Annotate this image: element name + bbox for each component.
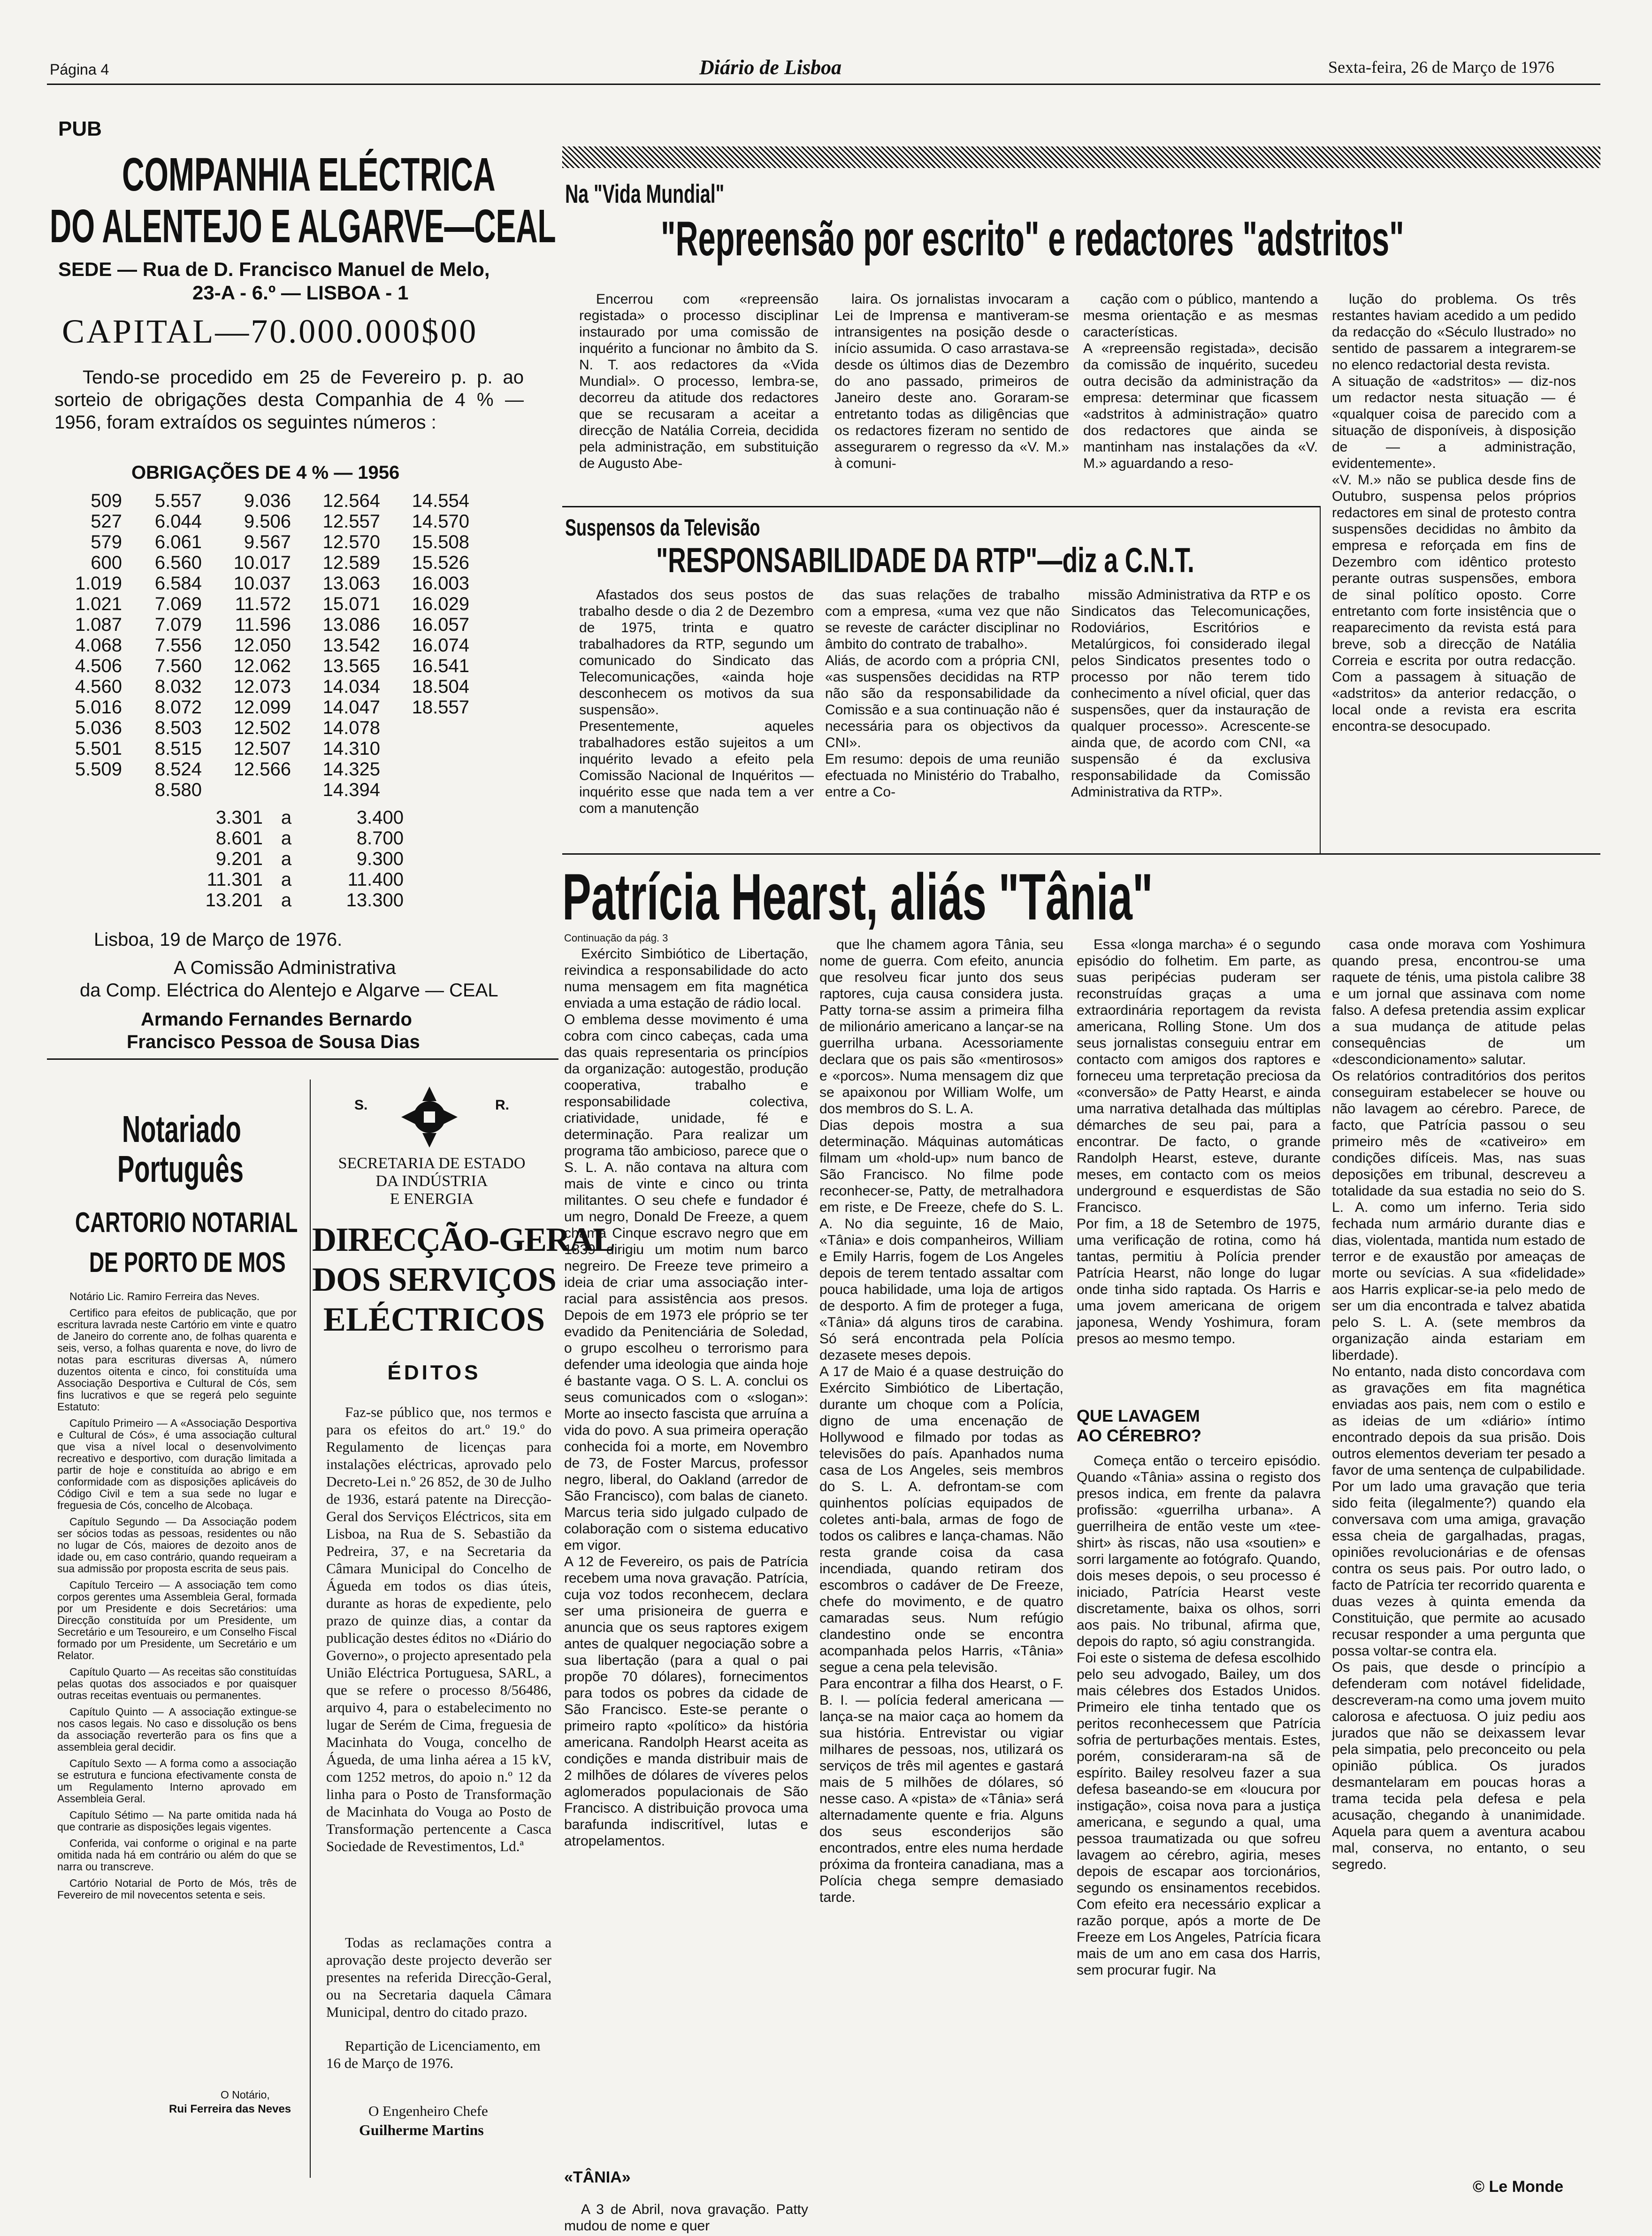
editos-body: Faz-se público que, nos termos e para os efeitos do art.º 19.º do Regulamento de licenças para instalações eléctricas, aprovado pelo Decreto-Lei n.º 26 852, de 30 de Julho de 1936, estará patente na Direcção-Geral dos Serviços Eléctricos, sita em Lisboa, na Rua de S. Sebastião da Pedreira, 37, e na Secretaria da Câmara Municipal do Concelho de Águeda em todos os dias úteis, durante as horas de expediente, pelo prazo de quinze dias, a contar da publicação destes éditos no «Diário do Governo», o projecto apresentado pela União Eléctrica Portuguesa, SARL, a que se refere o processo 8/56486, arquivo 4, para o estabelecimento no lugar de Serém de Cima, freguesia de Macinhata do Vouga, concelho de Águeda, de uma linha aérea a 15 kV, com 1252 metros, do apoio n.º 12 da linha para o Posto de Transformação de Macinhata do Vouga ao Posto de Transformação pertencente a Casca Sociedade de Revestimentos, Ld.ª — [326, 1404, 551, 1854]
bond-number: 4.506 — [75, 656, 122, 676]
bond-number: 15.508 — [412, 532, 469, 552]
notariado-paragraph: Capítulo Sexto — A forma como a associação se estrutura e funciona efectivamente consta de um Regulamento Interno aprovado em Assembleia Geral. — [57, 1757, 297, 1805]
secretaria-2: DA INDÚSTRIA — [375, 1172, 488, 1190]
vida-headline: "Repreensão por escrito" e redactores "adstritos" — [661, 212, 1404, 266]
vida-col-2: laira. Os jornalistas invocaram a Lei de Imprensa e mantiveram-se intransigentes na posição desde o início assumida. O caso arrastava-se desde os últimos dias de Dezembro do ano passado, primeiros de Janeiro deste ano. Goraram-se entretanto todas as diligências que os redactores fizeram no sentido de assegurarem o regresso da «V. M.» à comuni- — [834, 291, 1069, 471]
bond-number — [380, 759, 469, 780]
bond-number: 8.072 — [154, 697, 202, 718]
dg-title-1: DIRECÇÃO-GERAL — [312, 1221, 615, 1258]
notariado-paragraph: Cartório Notarial de Porto de Mós, três de Fevereiro de mil novecentos setenta e seis. — [57, 1877, 297, 1901]
bond-number: 527 — [91, 511, 122, 532]
hearst-headline: Patrícia Hearst, aliás "Tânia" — [562, 860, 1153, 934]
vida-col-4: lução do problema. Os três restantes haviam acedido a um pedido da redacção do «Século Ilustrado» no sentido de passarem a integrarem-se no elenco redactorial desta revista. A situação de «adstritos» — diz-nos um redactor nesta situação — é «qualquer coisa de parecido com a situação de disponíveis, à disposição de — a administração, evidentemente». «V. M.» não se publica desde fins de Outubro, suspensa pelos próprios redactores em sinal de protesto contra suspensões decididas no âmbito da empresa e reforçada em fins de Dezembro com idêntico protesto perante outras suspensões, embora de sinal político oposto. Corre entretanto com forte insistência que o reaparecimento da revista está para breve, sob a direcção de Natália Correia e escrita por outra redacção. Com a passagem à situação de «adstritos» da anterior redacção, o local onde a revista era escrita encontra-se desocupado. — [1332, 291, 1576, 734]
seel-s: S. — [354, 1097, 368, 1113]
bond-range-value: a — [281, 828, 292, 849]
cartorio-title-2: DE PORTO DE MOS — [89, 1247, 286, 1278]
pub-label: PUB — [58, 117, 102, 140]
continued-note: Continuação da pág. 3 — [564, 932, 668, 944]
bond-number: 6.044 — [154, 511, 202, 532]
bond-range-value: a — [281, 849, 292, 869]
rtp-col-3: missão Administrativa da RTP e os Sindicatos das Telecomunicações, Rodoviários, Escritórios e Metalúrgicos, foi considerado ilegal pelos Sindicatos presentes todo o processo por não terem tido conhecimento a nível oficial, quer das suspensões, quer da instauração de qualquer processo». Acrescente-se ainda que, de acordo com CNI, «a suspensão é da exclusiva responsabilidade da Comissão Administrativa da RTP». — [1071, 587, 1310, 800]
notario-name: Rui Ferreira das Neves — [169, 2103, 291, 2115]
notariado-paragraph: Capítulo Quarto — As receitas são constituídas pelas quotas dos associados e por quaisquer outras receitas eventuais ou permanentes. — [57, 1666, 297, 1701]
bond-number: 14.394 — [322, 780, 380, 800]
bond-range-row — [178, 869, 460, 890]
vida-rule-bottom — [562, 506, 1320, 507]
bond-number: 600 — [91, 552, 122, 573]
bond-number: 10.017 — [233, 552, 291, 573]
rtp-rule-bottom — [562, 853, 1600, 855]
bond-number: 18.557 — [412, 697, 469, 718]
bond-row — [61, 697, 530, 718]
bond-number: 5.016 — [75, 697, 122, 718]
bond-row — [61, 532, 530, 552]
notariado-paragraph: Capítulo Terceiro — A associação tem como corpos gerentes uma Assembleia Geral, formada por um Presidente e dois Secretários: uma Direcção constituída por um Presidente, um Secretário e um Tesoureiro, e um Conselho Fiscal formado por um Presidente, um Secretário e um Relator. — [57, 1579, 297, 1662]
bond-number: 13.063 — [322, 573, 380, 594]
bond-number: 14.034 — [322, 676, 380, 697]
bond-number: 14.078 — [322, 718, 380, 738]
ceal-intro: Tendo-se procedido em 25 de Fevereiro p. p. ao sorteio de obrigações desta Companhia de 4 % — 1956, foram extraídos os seguintes números : — [54, 367, 524, 433]
bond-number: 7.069 — [154, 594, 202, 614]
ceal-signatory-1: Armando Fernandes Bernardo — [141, 1009, 412, 1030]
bond-number: 12.507 — [233, 738, 291, 759]
notariado-paragraph: Capítulo Quinto — A associação extingue-se nos casos legais. No caso e dissolução os bens da associação reverterão para os fins que a assembleia geral decidir. — [57, 1706, 297, 1753]
bond-row — [61, 511, 530, 532]
secretaria-1: SECRETARIA DE ESTADO — [338, 1155, 526, 1172]
bond-number: 14.047 — [322, 697, 380, 718]
bond-range-value: 3.301 — [215, 807, 263, 828]
rtp-headline: "RESPONSABILIDADE DA RTP"—diz a C.N.T. — [656, 541, 1194, 580]
bond-number: 16.541 — [412, 656, 469, 676]
bond-row — [61, 738, 530, 759]
hearst-col-2: que lhe chamem agora Tânia, seu nome de guerra. Com efeito, anuncia que resolveu ficar junto dos seus raptores, cuja causa considera justa. Patty torna-se assim a primeira filha de milionário americano a lançar-se na guerrilha urbana. Acessoriamente declara que os pais são «mentirosos» e «porcos». Numa mensagem diz que se apaixonou por William Wolfe, um dos membros do S. L. A. Dias depois mostra a sua determinação. Máquinas automáticas filmam um «hold-up» num banco de São Francisco. No filme pode reconhecer-se, Patty, de metralhadora em riste, e De Freeze, chefe do S. L. A. No dia seguinte, 16 de Maio, «Tânia» e dois companheiros, William e Emily Harris, fogem de Los Angeles depois de terem tentado assaltar com pouca habilidade, uma loja de artigos de desporto. A fim de proteger a fuga, «Tânia» dá alguns tiros de carabina. Só será encontrada pela Polícia dezasete meses depois. A 17 de Maio é a quase destruição do Exército Simbiótico de Libertação, durante um choque com a Polícia, digno de uma encenação de Hollywood e filmado por todas as televisões do país. Apanhados numa casa de Los Angeles, seis membros do S. L. A. defrontam-se com quinhentos polícias equipados de coletes anti-bala, armas de fogo de todos os calibres e lança-chamas. Não resta grande coisa da casa incendiada, quando retiram dos escombros o cadáver de De Freeze, chefe do movimento, e de quatro camaradas seus. Num refúgio clandestino onde se encontra acompanhada pelos Harris, «Tânia» segue a cena pela televisão. Para encontrar a filha dos Hearst, o F. B. I. — polícia federal americana — lança-se na maior caça ao homem da sua história. Entrevistar ou vigiar milhares de pessoas, nos, utilizará os serviços de três mil agentes e gastará mais de 5 milhões de dólares, só nesse caso. A «pista» de «Tânia» será alternadamente quente e fria. Alguns dos seus esconderijos são encontrados, entre eles numa herdade próxima da fronteira canadiana, mas a Polícia chega sempre demasiado tarde. — [819, 937, 1063, 1905]
bond-row — [61, 635, 530, 656]
notariado-title-1: Notariado — [122, 1108, 241, 1150]
notariado-text — [57, 1291, 297, 1906]
bond-number: 16.029 — [412, 594, 469, 614]
notariado-paragraph: Notário Lic. Ramiro Ferreira das Neves. — [69, 1290, 260, 1302]
bond-number: 12.050 — [233, 635, 291, 656]
dg-title-3: ELÉCTRICOS — [323, 1301, 545, 1338]
bond-number: 7.556 — [154, 635, 202, 656]
notariado-paragraph: Capítulo Sétimo — Na parte omitida nada há que contrarie as disposições legais vigentes. — [57, 1809, 297, 1833]
bond-number: 6.584 — [154, 573, 202, 594]
bond-number: 16.057 — [412, 614, 469, 635]
bond-number: 6.061 — [154, 532, 202, 552]
bond-row — [61, 676, 530, 697]
subhead-lavagem-2: AO CÉREBRO? — [1077, 1426, 1202, 1445]
bond-number: 6.560 — [154, 552, 202, 573]
bond-number: 15.526 — [412, 552, 469, 573]
bond-number: 13.542 — [322, 635, 380, 656]
bond-number: 8.580 — [154, 780, 202, 800]
bond-range-value: 3.400 — [356, 807, 404, 828]
bond-number — [202, 780, 291, 800]
vida-col-1: Encerrou com «repreensão registada» o processo disciplinar instaurado por uma comissão de inquérito a funcionar no âmbito da S. N. T. aos redactores da «Vida Mundial». O processo, lembra-se, decorreu da atitude dos redactores que se recusaram a aceitar a direcção de Natália Correia, decidida pela administração, em substituição de Augusto Abe- — [579, 291, 818, 471]
bond-row — [61, 490, 530, 511]
bond-range-value: 9.201 — [215, 849, 263, 869]
notariado-title-2: Português — [117, 1148, 244, 1190]
seel-r: R. — [495, 1097, 509, 1113]
seel-editos — [312, 1080, 615, 2173]
bond-number: 5.509 — [75, 759, 122, 780]
le-monde-credit: © Le Monde — [1473, 2178, 1564, 2196]
notariado-notice — [47, 1065, 310, 2136]
bond-row — [61, 656, 530, 676]
bond-number: 5.501 — [75, 738, 122, 759]
bond-number: 1.019 — [75, 573, 122, 594]
bond-range-value: 13.201 — [205, 890, 263, 911]
bond-row — [61, 552, 530, 573]
bond-range-row — [178, 849, 460, 869]
bond-number: 5.557 — [154, 490, 202, 511]
coat-of-arms-icon — [397, 1084, 462, 1150]
bond-number: 13.565 — [322, 656, 380, 676]
bond-number: 16.003 — [412, 573, 469, 594]
bond-row — [61, 759, 530, 780]
bond-number: 14.310 — [322, 738, 380, 759]
subhead-lavagem-1: QUE LAVAGEM — [1077, 1406, 1200, 1425]
bond-number: 15.071 — [322, 594, 380, 614]
bond-range-value: a — [281, 807, 292, 828]
dg-title-2: DOS SERVIÇOS — [312, 1261, 556, 1298]
page-header — [0, 0, 1652, 89]
capital: CAPITAL—70.000.000$00 — [62, 313, 478, 350]
notario-role: O Notário, — [221, 2089, 270, 2101]
notariado-paragraph: Capítulo Primeiro — A «Associação Desportiva e Cultural de Cós», é uma associação cultural que visa a nível local o desenvolvimento recreativo e desportivo, com duração limitada a partir de hoje e constituída ao abrigo e em conformidade com as disposições aplicáveis do Código Civil e tem a sua sede no lugar e freguesia de Cós, concelho de Alcobaça. — [57, 1417, 297, 1511]
bond-number: 4.560 — [75, 676, 122, 697]
ceal-commission-1: A Comissão Administrativa — [174, 957, 396, 978]
rtp-col-2: das suas relações de trabalho com a empresa, «uma vez que não se reveste de carácter disciplinar no âmbito do contrato de trabalho». Aliás, de acordo com a própria CNI, «as suspensões decididas na RTP não são da responsabilidade da Comissão e a sua continuação não é necessária para os objectivos da CNI». Em resumo: depois de uma reunião efectuada no Ministério do Trabalho, entre a Co- — [825, 587, 1060, 800]
bond-row — [61, 780, 530, 800]
bond-number: 8.503 — [154, 718, 202, 738]
rtp-col-1: Afastados dos seus postos de trabalho desde o dia 2 de Dezembro de 1975, trinta e quatro trabalhadores da RTP, segundo um comunicado do Sindicato das Telecomunicações, «ainda hoje desconhecem os motivos da sua suspensão». Presentemente, aqueles trabalhadores estão sujeitos a um inquérito levado a efeito pela Comissão Nacional de Inquéritos — inquérito esse que nada tem a ver com a manutenção — [579, 587, 814, 816]
ceal-signatory-2: Francisco Pessoa de Sousa Dias — [127, 1032, 420, 1052]
rtp-kicker: Suspensos da Televisão — [565, 514, 760, 541]
bond-number: 10.037 — [233, 573, 291, 594]
bond-number: 4.068 — [75, 635, 122, 656]
vida-kicker: Na "Vida Mundial" — [565, 179, 725, 208]
bond-number — [380, 718, 469, 738]
bond-number: 13.086 — [322, 614, 380, 635]
ceal-ad-rule — [47, 1058, 558, 1060]
bond-range-row — [178, 828, 460, 849]
bond-number: 12.570 — [322, 532, 380, 552]
bond-number: 16.074 — [412, 635, 469, 656]
bond-number: 14.554 — [412, 490, 469, 511]
company-title-2: DO ALENTEJO E ALGARVE—CEAL — [50, 200, 556, 253]
bonds-table — [61, 490, 530, 800]
bond-number: 7.560 — [154, 656, 202, 676]
bond-number: 9.567 — [244, 532, 291, 552]
bond-number: 12.564 — [322, 490, 380, 511]
bond-range-value: a — [281, 869, 292, 890]
bond-range-row — [178, 890, 460, 911]
vida-col-3: cação com o público, mantendo a mesma orientação e as mesmas características. A «repreensão registada», decisão da comissão de inquérito, sucedeu outra decisão da administração da empresa: determinar que ficassem «adstritos à administração» quatro dos redactores que ainda se mantinham nas instalações da «V. M.» aguardando a reso- — [1083, 291, 1318, 471]
ceal-ad — [47, 117, 556, 1070]
bond-range-value: 8.700 — [356, 828, 404, 849]
bond-number: 579 — [91, 532, 122, 552]
bond-number: 18.504 — [412, 676, 469, 697]
hearst-article — [562, 859, 1600, 2234]
page-date: Sexta-feira, 26 de Março de 1976 — [1328, 58, 1554, 77]
bond-number: 12.557 — [322, 511, 380, 532]
sede-line-2: 23-A - 6.º — LISBOA - 1 — [192, 282, 409, 304]
company-title-1: COMPANHIA ELÉCTRICA — [122, 148, 496, 201]
bond-range-value: 11.301 — [206, 869, 263, 890]
bond-number: 7.079 — [154, 614, 202, 635]
hearst-col-4: casa onde morava com Yoshimura quando presa, encontrou-se uma raquete de ténis, uma pistola calibre 38 e um jornal que assinava com nome falso. A defesa pretendia assim explicar a sua mudança de atitude pelas consequências de um «descondicionamento» salutar. Os relatórios contraditórios dos peritos conseguiram estabelecer se houve ou não lavagem ao cérebro. Parece, de facto, que Patrícia passou o seu primeiro mês de «cativeiro» em condições difíceis. Mas, nas suas deposições em tribunal, descreveu a totalidade da sua estadia no seio do S. L. A. como um inferno. Teria sido fechada num armário durante dias e dias, violentada, mantida num estado de terror e de exaustão por ameaças de morte ou sevícias. A sua «fidelidade» aos Harris explicar-se-ia pelo medo de ser um dia encontrada e talvez abatida pelo S. L. A. (sete membros da organização ainda estariam em liberdade). No entanto, nada disto concordava com as gravações em fita magnética enviadas aos pais, nem com o estilo e as ideias de um «diário» íntimo encontrado depois da sua prisão. Dois outros elementos deveriam ter pesado a favor de uma sentença de culpabilidade. Por um lado uma gravação que teria sido feita (ilegalmente?) quando ela conversava com uma amiga, gravação essa cheia de gargalhadas, pragas, opiniões revolucionárias e de ofensas contra os seus pais. Por outro lado, o facto de Patrícia ter recorrido quarenta e duas vezes à quinta emenda da Constituição, que permite ao acusado recusar responder a uma pergunta que possa voltar-se contra ela. Os pais, que desde o princípio a defenderam com notável fidelidade, descreveram-na como uma jovem muito calorosa e afectuosa. O juiz pediu aos jurados que não se deixassem levar pela simpatia, pelo preconceito ou pela opinião pública. Os jurados desmantelaram em poucas horas a trama tecida pela defesa e pela acusação, chegando à unanimidade. Aquela para quem a aventura acabou mal, conserva, no entanto, o seu segredo. — [1332, 937, 1585, 1872]
bond-number: 11.596 — [235, 614, 291, 635]
bond-number — [380, 780, 469, 800]
bond-row — [61, 614, 530, 635]
bond-number — [61, 780, 122, 800]
bond-row — [61, 718, 530, 738]
bond-number: 8.515 — [154, 738, 202, 759]
editos-title: ÉDITOS — [387, 1361, 481, 1384]
hearst-col-1: Exército Simbiótico de Libertação, reivindica a responsabilidade do acto numa mensagem em fita magnética enviada a uma estação de rádio local. O emblema desse movimento é uma cobra com cinco cabeças, cada uma das quais representaria os princípios da organização: autogestão, produção cooperativa, trabalho e responsabilidade colectiva, criatividade, unidade, fé e determinação. Para realizar um programa tão ambicioso, parece que o S. L. A. não contava na altura com mais de vinte e cinco ou trinta militantes. O seu chefe e fundador é um negro, Donald De Freeze, a quem chama Cinque escravo negro que em 1839 dirigiu um motim num barco negreiro. De Freeze teve primeiro a ideia de criar uma associação inter-racial para assistência aos presos. Depois de em 1973 ele próprio se ter evadido da Penitenciária de Soledad, o grupo escolheu o terrorismo para defender uma ideologia que ainda hoje é bastante vaga. O S. L. A. conclui os seus comunicados com o «slogan»: Morte ao insecto fascista que arruína a vida do povo. A sua primeira operação conhecida foi a morte, em Novembro de 73, de Foster Marcus, professor negro, liberal, do Oakland (arredor de São Francisco), com balas de cianeto. Marcus teria sido julgado culpado de colaboração com o sistema educativo em vigor. A 12 de Fevereiro, os pais de Patrícia recebem uma nova gravação. Patrícia, cuja voz todos reconhecem, declara ser uma prisioneira de guerra e anuncia que os seus raptores exigem antes de qualquer negociação sobre a sua libertação (para a qual o pai propõe 70 dólares), fornecimentos para todos os pobres da cidade de São Francisco. Este-se perante o primeiro rapto «político» da história americana. Randolph Hearst aceita as condições e manda distribuir mais de 2 milhões de dólares de víveres pelos aglomerados populacionais de São Francisco. A distribuição provoca uma barafunda indiscritível, lutas e atropelamentos. — [564, 946, 808, 1849]
bond-range-value: 9.300 — [356, 849, 404, 869]
bond-range-row — [178, 807, 460, 828]
sede-line-1: SEDE — Rua de D. Francisco Manuel de Melo, — [58, 258, 490, 280]
bond-number: 12.099 — [233, 697, 291, 718]
notariado-divider — [310, 1080, 311, 2178]
bond-range-value: 8.601 — [215, 828, 263, 849]
bond-number: 5.036 — [75, 718, 122, 738]
subhead-tania: «TÂNIA» — [564, 2168, 631, 2186]
bond-row — [61, 573, 530, 594]
notariado-paragraph: Capítulo Segundo — Da Associação podem ser sócios todas as pessoas, residentes ou não no lugar de Cós, maiores de dezoito anos de idade ou, em caso contrário, quando requeiram a sua admissão por proposta escrita de seus pais. — [57, 1516, 297, 1575]
editos-role: O Engenheiro Chefe — [368, 2103, 488, 2119]
ceal-commission-2: da Comp. Eléctrica do Alentejo e Algarve — CEAL — [80, 980, 498, 1001]
bond-number: 1.021 — [75, 594, 122, 614]
bond-range-value: a — [281, 890, 292, 911]
masthead: Diário de Lisboa — [699, 56, 842, 79]
bond-number: 9.036 — [244, 490, 291, 511]
bond-range-value: 13.300 — [346, 890, 404, 911]
hatch-rule-top — [562, 146, 1600, 168]
secretaria-3: E ENERGIA — [390, 1190, 474, 1208]
bond-number: 1.087 — [75, 614, 122, 635]
page-number: Página 4 — [50, 61, 109, 78]
ceal-place-date: Lisboa, 19 de Março de 1976. — [94, 929, 343, 950]
bond-number: 11.572 — [235, 594, 291, 614]
notariado-paragraph: Certifico para efeitos de publicação, que por escritura lavrada neste Cartório em vinte e quatro de Janeiro do corrente ano, de folhas quarenta e seis, verso, a folhas quarenta e nove, do livro de notas para escrituras diversas A, número duzentos oitenta e cinco, foi constituída uma Associação Desportiva e Cultural de Cós, sem fins lucrativos e que se regerá pelo seguinte Estatuto: — [57, 1307, 297, 1413]
notariado-paragraph: Conferida, vai conforme o original e na parte omitida nada há em contrário ou além do que se narra ou transcreve. — [57, 1837, 297, 1873]
editos-name: Guilherme Martins — [359, 2121, 484, 2138]
cartorio-title-1: CARTORIO NOTARIAL — [75, 1207, 298, 1238]
bond-number: 12.589 — [322, 552, 380, 573]
header-rule — [47, 84, 1600, 85]
rtp-article — [562, 509, 1320, 857]
bond-number — [380, 738, 469, 759]
bond-number: 12.062 — [233, 656, 291, 676]
lavagem-text: Começa então o terceiro episódio. Quando «Tânia» assina o registo dos presos indica, em frente da palavra profissão: «guerrilha urbana». A guerrilheira de então veste um «tee-shirt» às riscas, não usa «soutien» e sorri largamente ao fotógrafo. Quando, dois meses depois, o seu processo é iniciado, Patrícia Hearst veste discretamente, baixa os olhos, sorri aos pais. No tribunal, afirma que, depois do rapto, só agiu constrangida. Foi este o sistema de defesa escolhido pelo seu advogado, Bailey, um dos mais célebres dos Estados Unidos. Primeiro ele tinha tentado que os peritos reconhecessem que Patrícia sofria de perturbações mentais. Estes, porém, consideraram-na sã de espírito. Bailey resolveu fazer a sua defesa baseando-se em «loucura por instigação», coisa nova para a justiça americana, e segundo a qual, uma pessoa traumatizada ou que sofreu lavagem ao cérebro, agiria, meses depois de escapar aos torcionários, segundo os ensinamentos recebidos. Com efeito era necessário explicar a razão porque, após a morte de De Freeze em Los Angeles, Patrícia ficara mais de um ano em casa dos Harris, sem procurar fugir. Na — [1077, 1453, 1321, 1978]
bond-range-value: 11.400 — [347, 869, 404, 890]
bond-number: 9.506 — [244, 511, 291, 532]
bond-number: 509 — [91, 490, 122, 511]
bonds-ranges — [178, 807, 460, 911]
editos-place: Repartição de Licenciamento, em 16 de Março de 1976. — [326, 2037, 541, 2071]
tania-text: A 3 de Abril, nova gravação. Patty mudou de nome e quer — [564, 2202, 808, 2234]
bond-number: 14.325 — [322, 759, 380, 780]
bond-number: 8.524 — [154, 759, 202, 780]
editos-body-2: Todas as reclamações contra a aprovação deste projecto deverão ser presentes na referida Direcção-Geral, ou na Secretaria daquela Câmara Municipal, dentro do citado prazo. — [326, 1934, 551, 2020]
table-title: OBRIGAÇÕES DE 4 % — 1956 — [131, 462, 400, 483]
bond-number: 12.073 — [233, 676, 291, 697]
hearst-col-3: Essa «longa marcha» é o segundo episódio do folhetim. Em parte, as suas peripécias puderam ser reconstruídas graças a uma extraordinária reportagem da revista americana, Rolling Stone. Um dos seus jornalistas conseguiu entrar em contacto com amigos dos raptores e forneceu uma terpretação preciosa da «conversão» de Patty Hearst, e ainda uma narrativa detalhada das múltiplas démarches de seu pai, para a encontrar. De facto, o grande Randolph Hearst, esteve, durante meses, em contacto com os meios underground e esquerdistas de São Francisco. Por fim, a 18 de Setembro de 1975, uma verificação de rotina, como há tantas, permitiu à Polícia prender Patrícia Hearst, não longe do lugar onde tinha sido raptada. Os Harris e uma jovem americana de origem japonesa, Wendy Yoshimura, foram presos ao mesmo tempo. — [1077, 937, 1321, 1347]
bond-number: 14.570 — [412, 511, 469, 532]
bond-number: 12.502 — [233, 718, 291, 738]
bond-row — [61, 594, 530, 614]
vida-right-divider — [1320, 506, 1321, 853]
bond-number: 8.032 — [154, 676, 202, 697]
bond-number: 12.566 — [233, 759, 291, 780]
